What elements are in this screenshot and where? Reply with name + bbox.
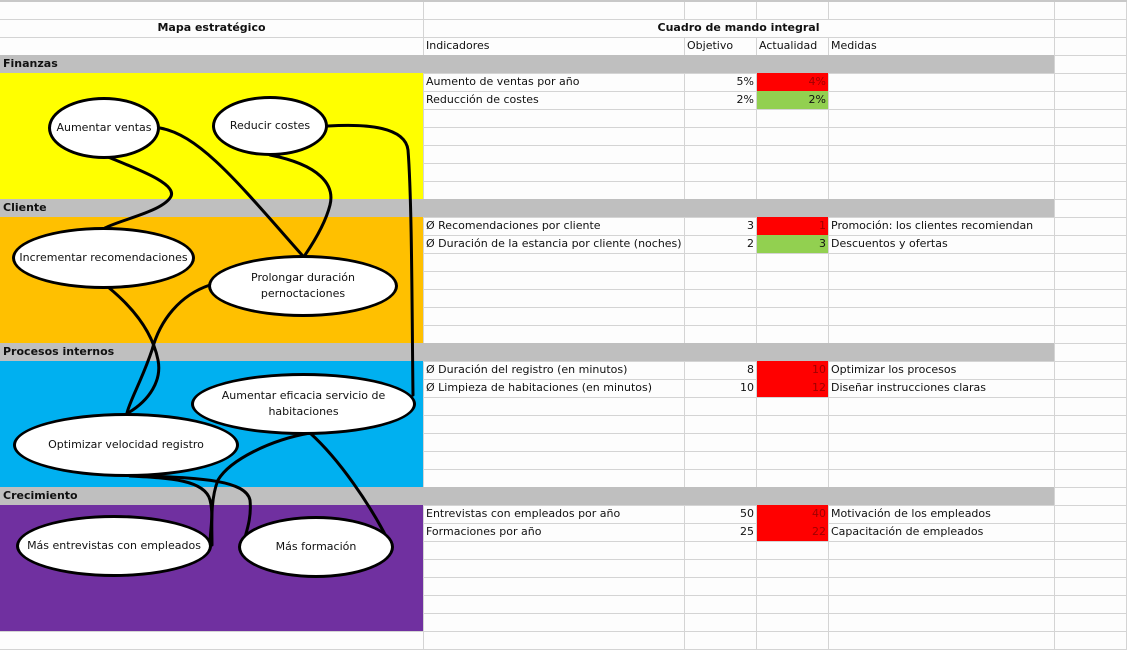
target-cell[interactable]: 3 — [747, 219, 754, 232]
indicator-cell[interactable]: Aumento de ventas por año — [426, 75, 580, 88]
actual-cell[interactable]: 12 — [757, 379, 828, 397]
target-cell[interactable]: 10 — [740, 381, 754, 394]
indicator-cell[interactable]: Ø Duración del registro (en minutos) — [426, 363, 628, 376]
section-label-finanzas: Finanzas — [3, 57, 58, 70]
section-band-cliente — [0, 199, 1054, 217]
header-target[interactable]: Objetivo — [687, 39, 734, 52]
indicator-cell[interactable]: Formaciones por año — [426, 525, 542, 538]
measure-cell[interactable]: Motivación de los empleados — [831, 507, 991, 520]
header-indicators[interactable]: Indicadores — [426, 39, 490, 52]
indicator-cell[interactable]: Reducción de costes — [426, 93, 539, 106]
measure-cell[interactable]: Diseñar instrucciones claras — [831, 381, 987, 394]
measure-cell[interactable]: Optimizar los procesos — [831, 363, 957, 376]
indicator-cell[interactable]: Entrevistas con empleados por año — [426, 507, 621, 520]
actual-cell[interactable]: 40 — [757, 505, 828, 523]
actual-cell[interactable]: 22 — [757, 523, 828, 541]
target-cell[interactable]: 8 — [747, 363, 754, 376]
node-aumentar-eficacia[interactable]: Aumentar eficacia servicio de habitaciones — [191, 373, 416, 435]
actual-cell[interactable]: 1 — [757, 217, 828, 235]
section-band-finanzas — [0, 55, 1054, 73]
node-mas-entrevistas[interactable]: Más entrevistas con empleados — [16, 515, 212, 577]
scorecard-title: Cuadro de mando integral — [657, 21, 820, 34]
actual-cell[interactable]: 3 — [757, 235, 828, 253]
target-cell[interactable]: 25 — [740, 525, 754, 538]
header-measures[interactable]: Medidas — [831, 39, 877, 52]
indicator-cell[interactable]: Ø Duración de la estancia por cliente (noches) — [426, 237, 682, 250]
node-mas-formacion[interactable]: Más formación — [238, 516, 394, 578]
target-cell[interactable]: 2 — [747, 237, 754, 250]
header-border — [0, 0, 1127, 2]
node-aumentar-ventas[interactable]: Aumentar ventas — [48, 97, 160, 159]
node-reducir-costes[interactable]: Reducir costes — [212, 96, 328, 156]
target-cell[interactable]: 50 — [740, 507, 754, 520]
measure-cell[interactable]: Capacitación de empleados — [831, 525, 984, 538]
indicator-cell[interactable]: Ø Limpieza de habitaciones (en minutos) — [426, 381, 653, 394]
target-cell[interactable]: 2% — [736, 93, 754, 106]
section-label-procesos: Procesos internos — [3, 345, 115, 358]
strategy-map-title: Mapa estratégico — [157, 21, 266, 34]
gridline — [1054, 1, 1055, 650]
section-band-procesos — [0, 343, 1054, 361]
measure-cell[interactable]: Promoción: los clientes recomiendan — [831, 219, 1034, 232]
actual-cell[interactable]: 10 — [757, 361, 828, 379]
measure-cell[interactable]: Descuentos y ofertas — [831, 237, 948, 250]
node-incrementar-recomendaciones[interactable]: Incrementar recomendaciones — [12, 227, 195, 289]
section-label-cliente: Cliente — [3, 201, 47, 214]
node-prolongar-duracion[interactable]: Prolongar duración pernoctaciones — [208, 255, 398, 317]
gridline — [828, 1, 829, 19]
actual-cell[interactable]: 2% — [757, 91, 828, 109]
gridline — [756, 1, 757, 19]
target-cell[interactable]: 5% — [736, 75, 754, 88]
gridline — [423, 1, 424, 650]
header-actual[interactable]: Actualidad — [759, 39, 818, 52]
indicator-cell[interactable]: Ø Recomendaciones por cliente — [426, 219, 601, 232]
gridline — [684, 1, 685, 19]
node-optimizar-velocidad[interactable]: Optimizar velocidad registro — [13, 413, 239, 477]
gridline — [0, 631, 1127, 632]
section-band-crecimiento — [0, 487, 1054, 505]
actual-cell[interactable]: 4% — [757, 73, 828, 91]
section-label-crecimiento: Crecimiento — [3, 489, 78, 502]
